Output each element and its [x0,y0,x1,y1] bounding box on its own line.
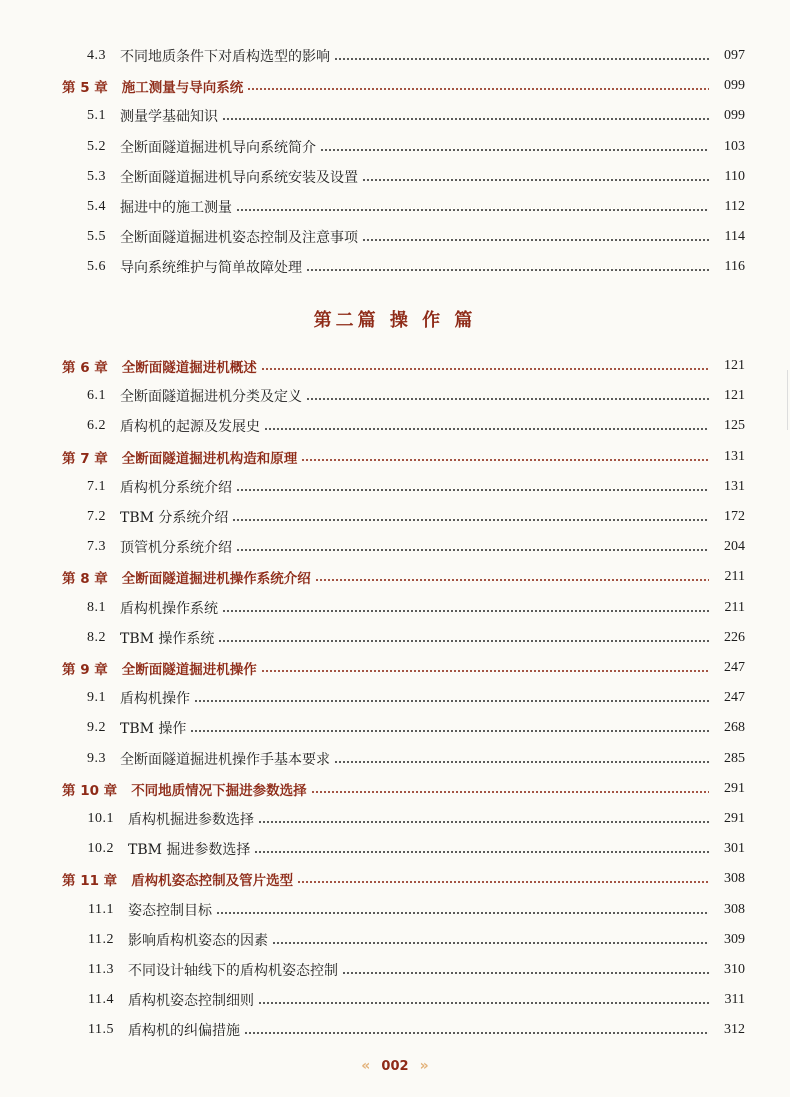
dot-leader [258,821,709,823]
page-reference: 131 [724,478,745,494]
chapter-number: 第 8 章 [62,571,108,588]
section-title: 盾构机的起源及发展史 [120,419,260,436]
dot-leader [254,851,709,853]
section-title: TBM 分系统介绍 [120,510,229,526]
chapter-title: 施工测量与导向系统 [121,80,244,97]
page-reference: 310 [724,962,745,977]
toc-section-entry[interactable] [62,412,745,440]
section-title: 盾构机姿态控制细则 [128,993,254,1010]
page-reference: 211 [724,599,745,615]
section-number: 8.1 [87,599,106,615]
section-number: 7.3 [87,539,106,555]
page-reference: 308 [724,871,745,887]
section-title: 影响盾构机姿态的因素 [128,932,268,949]
toc-chapter-entry[interactable] [62,775,745,803]
section-title: TBM 操作 [120,721,187,738]
dot-leader [236,489,709,491]
toc-section-entry[interactable] [62,42,745,70]
dot-leader [190,730,709,732]
dot-leader [232,519,709,521]
footer-page-number: 002 [381,1059,409,1074]
section-title: 不同地质条件下对盾构选型的影响 [120,49,330,65]
section-title: 姿态控制目标 [128,902,212,919]
section-title: 盾构机操作系统 [120,600,218,617]
section-number: 9.2 [87,720,106,736]
section-title: 盾构机掘进参数选择 [128,812,254,828]
toc-section-entry[interactable] [62,382,745,410]
page-reference: 097 [724,48,745,63]
dot-leader [261,670,709,672]
chapter-title: 全断面隧道掘进机概述 [121,360,257,376]
page-reference: 204 [724,539,745,555]
section-title: TBM 操作系统 [120,630,215,647]
dot-leader [306,269,709,271]
section-title: 掘进中的施工测量 [120,200,232,216]
section-number: 9.1 [87,690,106,706]
toc-chapter-entry[interactable] [62,443,745,471]
toc-section-entry[interactable] [62,503,745,531]
section-title: 导向系统维护与简单故障处理 [120,260,302,277]
section-number: 5.1 [87,108,106,124]
chapter-number: 第 6 章 [62,360,108,376]
page-reference: 211 [724,569,745,585]
page-reference: 291 [724,780,745,796]
dot-leader [362,179,709,181]
section-number: 7.2 [87,509,106,524]
section-title: 全断面隧道掘进机姿态控制及注意事项 [120,230,358,247]
dot-leader [247,88,709,90]
dot-leader [244,1032,709,1034]
toc-chapter-entry[interactable] [62,563,745,591]
section-title: 盾构机的纠偏措施 [128,1023,240,1040]
page-reference: 301 [724,841,745,857]
toc-section-entry[interactable] [62,133,745,161]
toc-section-entry[interactable] [62,473,745,501]
page-reference: 285 [724,750,745,766]
left-chevron-ornament-icon: « [361,1058,371,1074]
page-reference: 125 [724,418,745,434]
toc-section-entry[interactable] [62,805,745,833]
toc-chapter-entry[interactable] [62,865,745,893]
dot-leader [297,881,709,883]
dot-leader [261,368,709,370]
section-number: 5.2 [87,138,106,154]
section-number: 4.3 [87,48,106,63]
dot-leader [320,149,709,151]
section-number: 5.5 [87,229,106,245]
dot-leader [194,700,709,702]
chapter-title: 全断面隧道掘进机构造和原理 [121,450,298,467]
chapter-number: 第 10 章 [62,782,118,799]
page-reference: 110 [724,168,745,184]
dot-leader [306,398,709,400]
section-title: 全断面隧道掘进机导向系统简介 [120,139,316,156]
toc-chapter-entry[interactable] [62,72,745,100]
page-reference: 103 [724,138,745,154]
section-number: 6.1 [87,388,106,404]
dot-leader [334,761,709,763]
page-reference: 268 [724,720,745,736]
toc-section-entry[interactable] [62,714,745,742]
section-number: 11.3 [88,962,114,977]
page-reference: 247 [724,690,745,706]
dot-leader [342,972,709,974]
right-chevron-ornament-icon: » [419,1058,429,1074]
page-footer [0,1055,790,1076]
dot-leader [258,1002,709,1004]
page-reference: 226 [724,629,745,645]
dot-leader [222,118,709,120]
toc-section-entry[interactable] [62,926,745,954]
section-number: 7.1 [87,478,106,494]
section-title: 全断面隧道掘进机分类及定义 [120,389,302,406]
section-title: 盾构机操作 [120,691,190,708]
section-title: 不同设计轴线下的盾构机姿态控制 [128,963,338,979]
page-reference: 311 [724,992,745,1008]
section-number: 11.4 [88,992,114,1008]
toc-section-entry[interactable] [62,253,745,281]
dot-leader [334,58,709,60]
page-reference: 309 [724,931,745,947]
page-reference: 247 [724,660,745,675]
section-title: 全断面隧道掘进机操作手基本要求 [120,751,330,768]
section-number: 9.3 [87,750,106,766]
page-reference: 121 [724,388,745,404]
dot-leader [301,459,709,461]
toc-chapter-entry[interactable] [62,654,745,682]
dot-leader [272,942,709,944]
section-title: 全断面隧道掘进机导向系统安装及设置 [120,169,358,186]
dot-leader [236,209,709,211]
part-title: 第二篇 操 作 篇 [313,310,477,331]
toc-section-entry[interactable] [62,986,745,1014]
page-reference: 099 [724,78,745,94]
section-number: 8.2 [87,629,106,645]
toc-section-entry[interactable] [62,193,745,221]
toc-section-entry[interactable] [62,624,745,652]
page-reference: 112 [724,199,745,214]
page-reference: 114 [724,229,745,245]
chapter-title: 盾构机姿态控制及管片选型 [131,873,294,890]
chapter-title: 全断面隧道掘进机操作 [121,662,257,678]
section-number: 10.1 [87,811,114,826]
toc-section-entry[interactable] [62,102,745,130]
dot-leader [264,428,709,430]
toc-section-entry[interactable] [62,163,745,191]
section-number: 11.5 [88,1022,114,1038]
section-number: 5.6 [87,259,106,275]
section-title: TBM 掘进参数选择 [128,842,251,859]
toc-section-entry[interactable] [62,956,745,984]
dot-leader [311,791,709,793]
section-number: 11.1 [88,901,114,917]
section-title: 顶管机分系统介绍 [120,540,232,557]
dot-leader [222,610,709,612]
toc-section-entry[interactable] [62,684,745,712]
toc-section-entry[interactable] [62,533,745,561]
dot-leader [315,579,709,581]
section-number: 5.4 [87,199,106,214]
dot-leader [218,640,709,642]
section-number: 10.2 [87,841,114,857]
toc-section-entry[interactable] [62,223,745,251]
toc-section-entry[interactable] [62,745,745,773]
page-reference: 312 [724,1022,745,1038]
toc-section-entry[interactable] [62,835,745,863]
toc-section-entry[interactable] [62,896,745,924]
toc-section-entry[interactable] [62,594,745,622]
chapter-number: 第 7 章 [62,450,108,467]
page-reference: 116 [724,259,745,275]
dot-leader [236,549,709,551]
chapter-number: 第 11 章 [62,873,118,890]
dot-leader [362,239,709,241]
toc-chapter-entry[interactable] [62,352,745,380]
toc-section-entry[interactable] [62,1016,745,1044]
page-reference: 308 [724,901,745,917]
page-reference: 172 [724,509,745,524]
page-edge-line [787,370,788,430]
dot-leader [216,912,709,914]
page-reference: 131 [724,448,745,464]
chapter-title: 全断面隧道掘进机操作系统介绍 [121,571,311,588]
section-number: 5.3 [87,168,106,184]
section-number: 6.2 [87,418,106,434]
page-reference: 121 [724,358,745,373]
section-number: 11.2 [88,931,114,947]
chapter-title: 不同地质情况下掘进参数选择 [131,782,307,799]
chapter-number: 第 9 章 [62,662,108,678]
chapter-number: 第 5 章 [62,80,108,97]
section-title: 盾构机分系统介绍 [120,479,232,496]
page-reference: 291 [724,811,745,826]
section-title: 测量学基础知识 [120,109,218,126]
page-reference: 099 [724,108,745,124]
